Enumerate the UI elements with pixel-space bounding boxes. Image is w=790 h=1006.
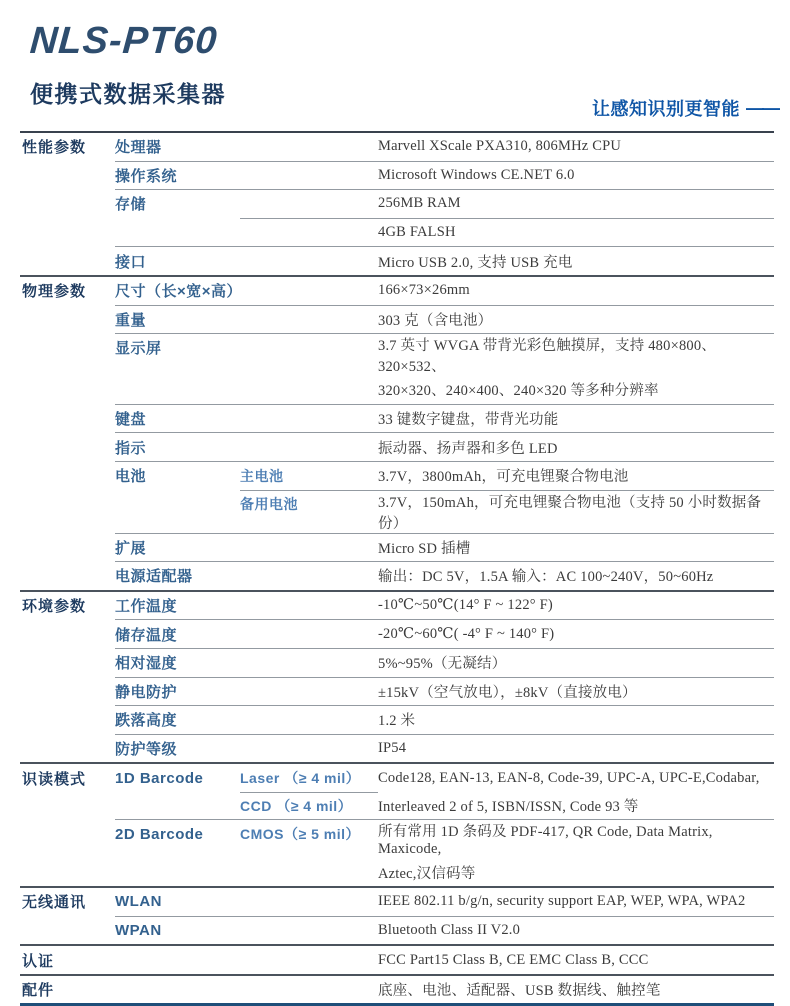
property-label: 重量 [115, 311, 147, 329]
spec-value [378, 247, 774, 275]
spec-value [378, 562, 774, 590]
property-label: 电池 [115, 468, 147, 486]
spec-section [20, 886, 774, 944]
spec-value [378, 917, 774, 945]
spec-value-line: Micro USB 2.0, 支持 USB 充电 [378, 254, 573, 271]
sub-property-label [240, 562, 378, 590]
section-category-cell [20, 946, 115, 974]
spec-value-line: 33 键数字键盘，带背光功能 [378, 412, 559, 429]
spec-value-line: 4GB FALSH [378, 224, 456, 241]
brand-tagline-text: 让感知识别更智能 [592, 99, 740, 119]
property-label: 显示屏 [115, 340, 162, 358]
spec-row [115, 246, 774, 275]
spec-value [378, 649, 774, 677]
spec-value-line: 256MB RAM [378, 195, 461, 212]
sub-property-label [240, 976, 378, 1004]
section-rows [115, 592, 774, 763]
property-label: WPAN [115, 921, 162, 939]
spec-section [20, 974, 774, 1004]
property-label: WLAN [115, 893, 162, 911]
spec-row [115, 619, 774, 648]
sub-property-label [240, 946, 378, 974]
spec-value-line: Interleaved 2 of 5, ISBN/ISSN, Code 93 等 [378, 799, 639, 816]
sub-property-label [240, 620, 378, 648]
section-rows [115, 277, 774, 590]
spec-section [20, 590, 774, 763]
property-label [115, 946, 240, 974]
spec-value-line: 303 克（含电池） [378, 312, 493, 329]
spec-row [115, 161, 774, 190]
spec-value-line: Bluetooth Class II V2.0 [378, 921, 521, 938]
property-label [115, 976, 240, 1004]
spec-value [378, 534, 774, 562]
spec-row [115, 764, 774, 819]
spec-value-line: 振动器、扬声器和多色 LED [378, 440, 558, 457]
spec-value-line: Micro SD 插槽 [378, 540, 471, 557]
section-rows [115, 888, 774, 944]
spec-value [378, 735, 774, 763]
stacked-lines [240, 190, 774, 246]
stacked-line [240, 190, 774, 218]
tagline-dash: —— [746, 97, 778, 118]
spec-row [115, 561, 774, 590]
spec-row [115, 705, 774, 734]
section-category-label: 识读模式 [22, 770, 87, 788]
property-label: 2D Barcode [115, 825, 204, 843]
spec-value-line: -20℃~60℃( -4° F ~ 140° F) [378, 625, 555, 642]
spec-value [378, 976, 774, 1004]
property-label: 1D Barcode [115, 769, 204, 787]
section-category-label: 物理参数 [22, 283, 87, 301]
spec-row [115, 404, 774, 433]
product-model-title: NLS-PT60 [28, 20, 219, 62]
product-name-subtitle: 便携式数据采集器 [30, 81, 226, 107]
spec-section [20, 944, 774, 974]
spec-value-line: Aztec,汉信码等 [378, 865, 476, 882]
spec-value-line: 3.7 英寸 WVGA 带背光彩色触摸屏，支持 480×800、320×532、 [378, 338, 717, 376]
sub-property-label [240, 735, 378, 763]
section-category-label: 无线通讯 [22, 894, 87, 912]
spec-value-line: Marvell XScale PXA310, 806MHz CPU [378, 138, 622, 155]
section-rows [115, 764, 774, 886]
section-category-cell [20, 764, 115, 886]
spec-value [378, 219, 774, 247]
sub-property-label [240, 133, 378, 161]
property-label: 防护等级 [115, 740, 178, 758]
sub-property-label: 主电池 [240, 467, 284, 484]
brand-tagline [592, 95, 778, 121]
spec-value-line: 3.7V，150mAh，可充电锂聚合物电池（支持 50 小时数据备份） [378, 494, 762, 532]
spec-row [115, 277, 774, 305]
spec-row [115, 648, 774, 677]
sub-property-label [240, 277, 378, 305]
sub-property-label [240, 534, 378, 562]
sub-property-label: 备用电池 [240, 496, 298, 513]
spec-value [378, 946, 774, 974]
sub-property-label [240, 405, 378, 433]
spec-row [115, 734, 774, 763]
spec-value [378, 678, 774, 706]
datasheet-header [0, 0, 790, 131]
sub-rows [240, 462, 774, 533]
sub-property-label [240, 678, 378, 706]
spec-value [378, 888, 774, 916]
spec-table [20, 131, 774, 1006]
section-category-cell [20, 592, 115, 763]
property-label: 扩展 [115, 539, 147, 557]
property-label: 处理器 [115, 139, 162, 157]
spec-row [115, 432, 774, 461]
section-category-label: 配件 [22, 982, 55, 1000]
spec-value-line: 输出：DC 5V，1.5A 输入：AC 100~240V，50~60Hz [378, 569, 714, 586]
spec-row [115, 305, 774, 334]
property-label: 相对湿度 [115, 655, 178, 673]
stacked-line [240, 218, 774, 247]
spec-value [378, 133, 774, 161]
sub-property-label [240, 219, 378, 247]
sub-property-label [240, 334, 378, 362]
spec-row [115, 677, 774, 706]
spec-value [378, 433, 774, 461]
property-label: 接口 [115, 253, 147, 271]
spec-value [378, 462, 774, 490]
sub-property-label: CMOS（≥ 5 mil） [240, 826, 360, 843]
spec-row [115, 533, 774, 562]
section-category-cell [20, 976, 115, 1004]
sub-row [240, 462, 774, 490]
spec-value-line: FCC Part15 Class B, CE EMC Class B, CCC [378, 951, 649, 968]
spec-value [378, 706, 774, 734]
spec-value-line: IP54 [378, 739, 407, 756]
property-label: 工作温度 [115, 598, 178, 616]
sub-property-label [240, 433, 378, 461]
spec-value [378, 190, 774, 218]
spec-value-line: -10℃~50℃(14° F ~ 122° F) [378, 597, 553, 614]
spec-value-line: 底座、电池、适配器、USB 数据线、触控笔 [378, 983, 661, 1000]
spec-section [20, 762, 774, 886]
spec-value [378, 405, 774, 433]
property-label: 指示 [115, 439, 147, 457]
sub-property-label [240, 888, 378, 916]
property-label: 跌落高度 [115, 712, 178, 730]
sub-property-label [240, 162, 378, 190]
sub-property-label [240, 706, 378, 734]
spec-section [20, 275, 774, 590]
property-label: 静电防护 [115, 683, 178, 701]
property-label: 电源适配器 [115, 568, 193, 586]
sub-property-label [240, 190, 378, 218]
spec-value [378, 334, 774, 404]
spec-value-line: 1.2 米 [378, 713, 416, 730]
sub-property-label: CCD （≥ 4 mil） [240, 792, 378, 820]
spec-section [20, 133, 774, 275]
spec-row [115, 592, 774, 620]
spec-row [115, 916, 774, 945]
spec-row [115, 189, 774, 246]
spec-value [378, 764, 774, 819]
spec-value [378, 306, 774, 334]
spec-row [115, 888, 774, 916]
spec-value-line: Microsoft Windows CE.NET 6.0 [378, 166, 575, 183]
section-rows [115, 976, 774, 1004]
property-label: 储存温度 [115, 626, 178, 644]
sub-property-stack [240, 764, 378, 819]
sub-property-label [240, 592, 378, 620]
spec-row [115, 133, 774, 161]
spec-value-line: IEEE 802.11 b/g/n, security support EAP, WEP, WPA, WPA2 [378, 893, 746, 910]
sub-property-label [240, 247, 378, 275]
sub-property-label [240, 917, 378, 945]
spec-value-line: 166×73×26mm [378, 282, 470, 299]
section-rows [115, 946, 774, 974]
section-rows [115, 133, 774, 275]
spec-value-line: Code128, EAN-13, EAN-8, Code-39, UPC-A, UPC-E,Codabar, [378, 769, 760, 786]
spec-row [115, 976, 774, 1004]
sub-property-label [240, 306, 378, 334]
spec-value-line: 3.7V，3800mAh，可充电锂聚合物电池 [378, 469, 629, 486]
section-category-cell [20, 133, 115, 275]
section-category-label: 环境参数 [22, 598, 87, 616]
property-label: 键盘 [115, 411, 147, 429]
section-category-cell [20, 277, 115, 590]
section-category-label: 性能参数 [22, 139, 87, 157]
spec-row [115, 461, 774, 533]
spec-value [378, 491, 774, 533]
sub-row [240, 490, 774, 533]
spec-value [378, 277, 774, 305]
sub-property-label [240, 649, 378, 677]
spec-value-line: 320×320、240×400、240×320 等多种分辨率 [378, 383, 659, 400]
spec-row [115, 333, 774, 404]
spec-value-line: 5%~95%（无凝结） [378, 656, 507, 673]
section-category-cell [20, 888, 115, 944]
property-label: 尺寸（长×宽×高） [115, 283, 243, 301]
spec-value-line: 所有常用 1D 条码及 PDF-417, QR Code, Data Matrix, Maxicode, [378, 824, 713, 858]
spec-value [378, 620, 774, 648]
spec-value [378, 820, 774, 886]
spec-value-line: ±15kV（空气放电），±8kV（直接放电） [378, 684, 637, 701]
spec-row [115, 819, 774, 886]
spec-row [115, 946, 774, 974]
property-label: 操作系统 [115, 167, 178, 185]
section-category-label: 认证 [22, 952, 55, 970]
spec-value [378, 162, 774, 190]
sub-property-label: Laser （≥ 4 mil） [240, 770, 361, 787]
spec-value [378, 592, 774, 620]
property-label: 存储 [115, 196, 147, 214]
